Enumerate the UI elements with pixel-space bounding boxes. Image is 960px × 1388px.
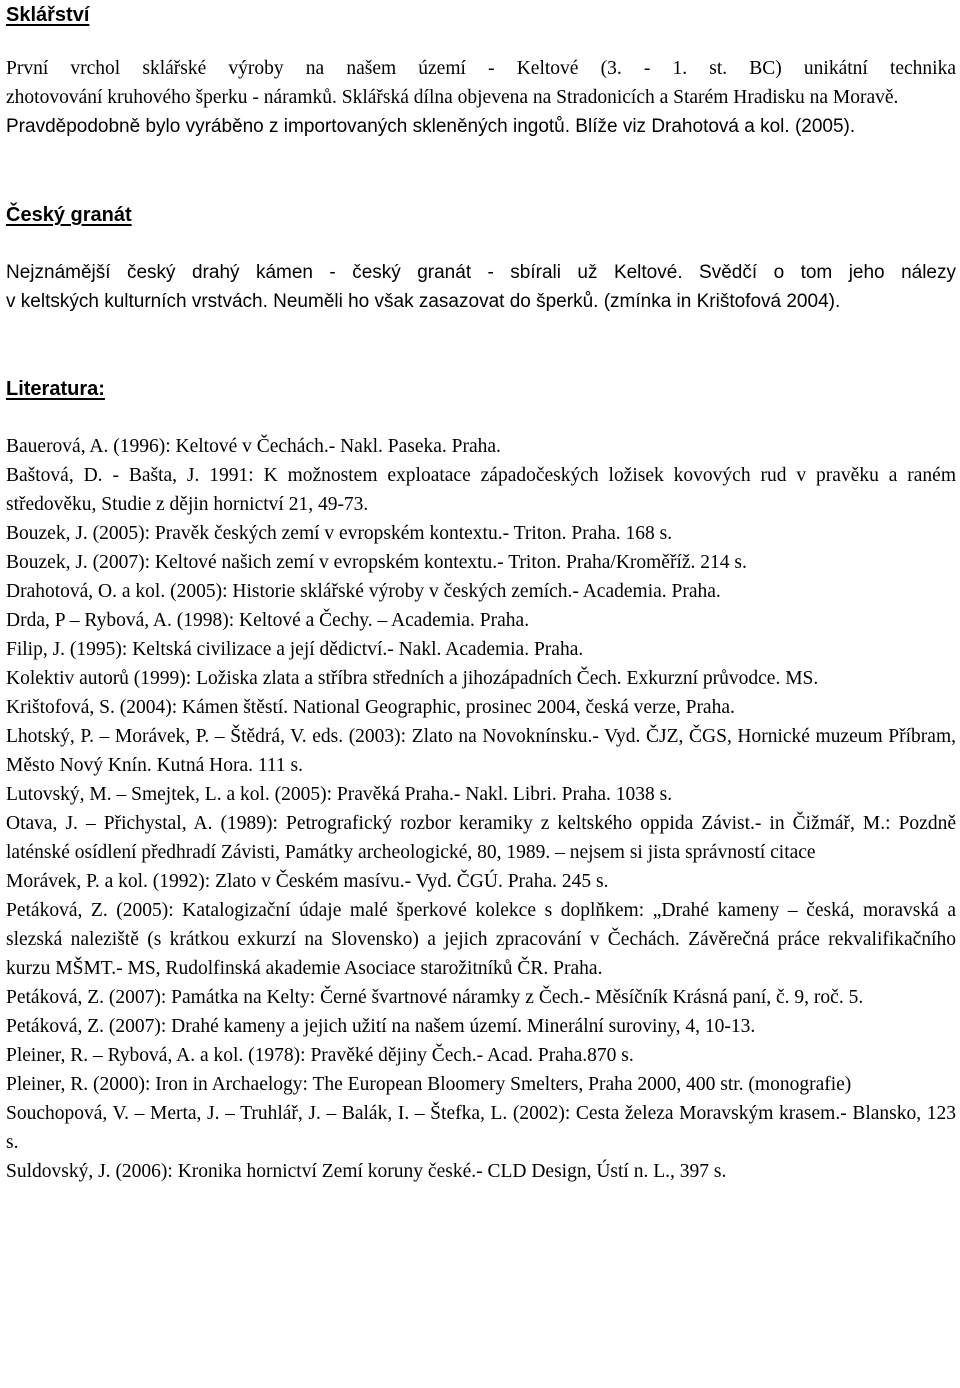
reference-item: Pleiner, R. – Rybová, A. a kol. (1978): Pravěké dějiny Čech.- Acad. Praha.870 s.	[6, 1045, 634, 1066]
reference-item: Krištofová, S. (2004): Kámen štěstí. National Geographic, prosinec 2004, česká verze, Praha.	[6, 697, 735, 718]
paragraph-sklarstvi-serif-part: zhotovování kruhového šperku - náramků. Sklářská dílna objevena na Stradonicích a Starém Hradisku na Moravě.	[6, 87, 899, 108]
paragraph-granat-line-1: Nejznámější český drahý kámen - český granát - sbírali už Keltové. Svědčí o tom jeho nálezy	[6, 262, 956, 283]
section-heading-literatura: Literatura:	[6, 378, 105, 400]
reference-item: Souchopová, V. – Merta, J. – Truhlář, J. – Balák, I. – Štefka, L. (2002): Cesta železa Moravským krasem.- Blansko, 123 s.	[6, 1103, 956, 1153]
reference-item: Baštová, D. - Bašta, J. 1991: K možnostem exploatace západočeských ložisek kovových rud v pravěku a raném středověku, Studie z dějin hornictví 21, 49-73.	[6, 465, 956, 515]
paragraph-granat-rest: v keltských kulturních vrstvách. Neuměli ho však zasazovat do šperků. (zmínka in Krištofová 2004).	[6, 291, 841, 312]
reference-item: Filip, J. (1995): Keltská civilizace a její dědictví.- Nakl. Academia. Praha.	[6, 639, 584, 660]
section-heading-sklarstvi: Sklářství	[6, 4, 90, 26]
reference-item: Petáková, Z. (2005): Katalogizační údaje malé šperkové kolekce s doplňkem: „Drahé kameny – česká, moravská a slezská naleziště (s krátkou exkurzí na Slovensko) a jejich zpracování v Čechách. Závěrečná práce rekvalifikačního kurzu MŠMT.- MS, Rudolfinská akademie Asociace starožitníků ČR. Praha.	[6, 900, 956, 979]
paragraph-sklarstvi-rest	[6, 83, 956, 141]
reference-item: Lutovský, M. – Smejtek, L. a kol. (2005): Pravěká Praha.- Nakl. Libri. Praha. 1038 s.	[6, 784, 673, 805]
reference-item: Bouzek, J. (2007): Keltové našich zemí v evropském kontextu.- Triton. Praha/Kroměříž. 214 s.	[6, 552, 747, 573]
reference-item: Drahotová, O. a kol. (2005): Historie sklářské výroby v českých zemích.- Academia. Praha.	[6, 581, 721, 602]
reference-item: Bauerová, A. (1996): Keltové v Čechách.- Nakl. Paseka. Praha.	[6, 436, 501, 457]
reference-item: Petáková, Z. (2007): Drahé kameny a jejich užití na našem území. Minerální suroviny, 4, 10-13.	[6, 1016, 756, 1037]
reference-list	[6, 432, 956, 1186]
paragraph-sklarstvi-line-1: První vrchol sklářské výroby na našem území - Keltové (3. - 1. st. BC) unikátní technika	[6, 58, 956, 79]
reference-item: Lhotský, P. – Morávek, P. – Štědrá, V. eds. (2003): Zlato na Novoknínsku.- Vyd. ČJZ, ČGS, Hornické muzeum Příbram, Město Nový Knín. Kutná Hora. 111 s.	[6, 726, 956, 776]
section-heading-cesky-granat: Český granát	[6, 204, 132, 226]
reference-item: Bouzek, J. (2005): Pravěk českých zemí v evropském kontextu.- Triton. Praha. 168 s.	[6, 523, 673, 544]
paragraph-sklarstvi-sans-part: Pravděpodobně bylo vyráběno z importovaných skleněných ingotů. Blíže viz Drahotová a kol. (2005).	[6, 116, 856, 137]
reference-item: Petáková, Z. (2007): Památka na Kelty: Černé švartnové náramky z Čech.- Měsíčník Krásná paní, č. 9, roč. 5.	[6, 987, 864, 1008]
reference-item: Otava, J. – Přichystal, A. (1989): Petrografický rozbor keramiky z keltského oppida Závist.- in Čižmář, M.: Pozdně laténské osídlení předhradí Závisti, Památky archeologické, 80, 1989. – nejsem si jista správností citace	[6, 813, 956, 863]
reference-item: Morávek, P. a kol. (1992): Zlato v Českém masívu.- Vyd. ČGÚ. Praha. 245 s.	[6, 871, 609, 892]
reference-item: Pleiner, R. (2000): Iron in Archaelogy: The European Bloomery Smelters, Praha 2000, 400 str. (monografie)	[6, 1074, 852, 1095]
reference-item: Drda, P – Rybová, A. (1998): Keltové a Čechy. – Academia. Praha.	[6, 610, 530, 631]
reference-item: Kolektiv autorů (1999): Ložiska zlata a stříbra středních a jihozápadních Čech. Exkurzní průvodce. MS.	[6, 668, 819, 689]
reference-item: Suldovský, J. (2006): Kronika hornictví Zemí koruny české.- CLD Design, Ústí n. L., 397 s.	[6, 1161, 727, 1182]
